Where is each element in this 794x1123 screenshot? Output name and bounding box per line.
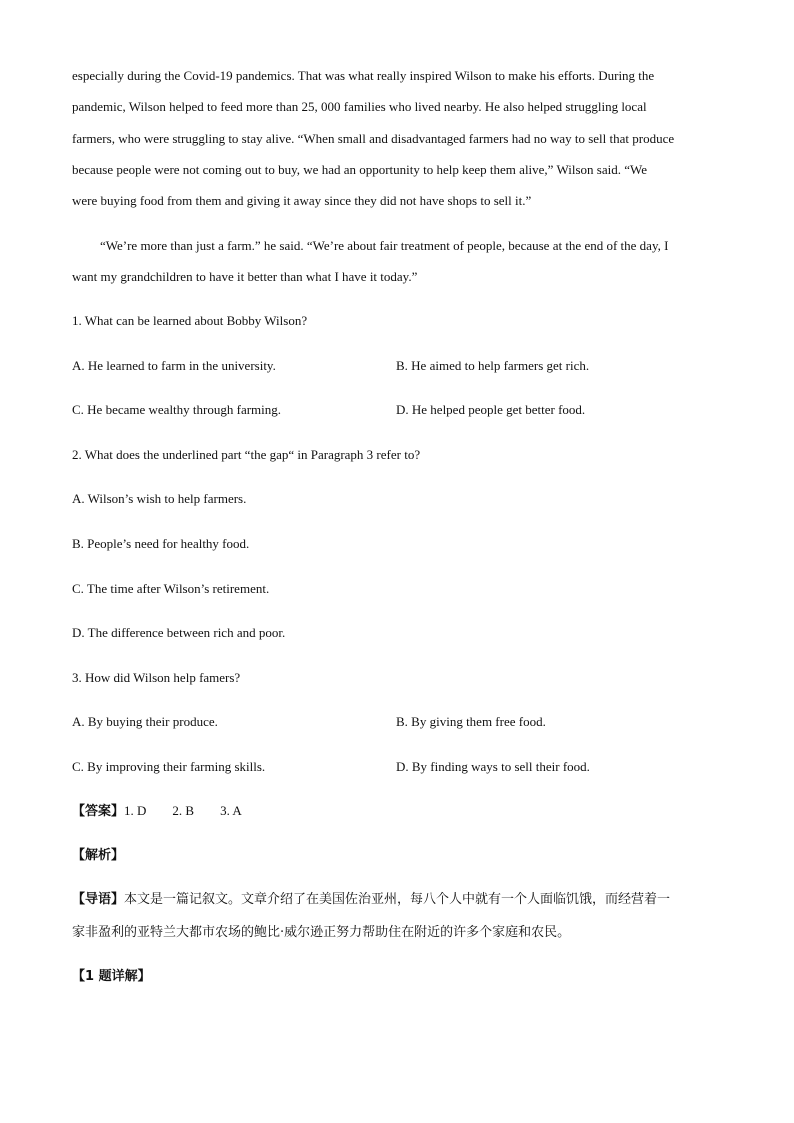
option-d: D. He helped people get better food. [396, 402, 586, 417]
answer-line [72, 803, 242, 820]
option-c: C. The time after Wilson’s retirement. [72, 581, 270, 596]
guide-line [72, 892, 670, 908]
option-a: A. Wilson’s wish to help farmers. [72, 491, 247, 506]
answer-item: 3. A [220, 803, 242, 818]
guide-text: 本文是一篇记叙文。文章介绍了在美国佐治亚州，每八个人中就有一个人面临饥饿，而经营着一 [124, 892, 671, 907]
passage-line: pandemic, Wilson helped to feed more than 25, 000 families who lived nearby. He also helped struggling local [72, 99, 647, 114]
option-c: C. He became wealthy through farming. [72, 402, 282, 417]
answer-item: 2. B [172, 803, 195, 818]
detail-label: 【1 题详解】 [72, 969, 151, 984]
question-stem: 3. How did Wilson help famers? [72, 670, 241, 685]
guide-line: 家非盈利的亚特兰大都市农场的鲍比·威尔逊正努力帮助住在附近的许多个家庭和农民。 [72, 925, 571, 940]
answer-label: 【答案】 [72, 804, 125, 819]
option-c: C. By improving their farming skills. [72, 759, 266, 774]
option-d: D. The difference between rich and poor. [72, 625, 286, 640]
passage-line: especially during the Covid-19 pandemics. That was what really inspired Wilson to make his efforts. During the [72, 68, 655, 83]
guide-label: 【导语】 [72, 892, 125, 907]
option-a: A. By buying their produce. [72, 714, 218, 729]
passage-line: because people were not coming out to buy, we had an opportunity to help keep them alive,” Wilson said. “We [72, 162, 647, 177]
passage-line: farmers, who were struggling to stay alive. “When small and disadvantaged farmers had no way to sell that produce [72, 131, 675, 146]
passage-line: were buying food from them and giving it away since they did not have shops to sell it.” [72, 193, 532, 208]
question-stem: 1. What can be learned about Bobby Wilson? [72, 313, 308, 328]
option-b: B. People’s need for healthy food. [72, 536, 250, 551]
passage-line: want my grandchildren to have it better than what I have it today.” [72, 269, 418, 284]
option-d: D. By finding ways to sell their food. [396, 759, 590, 774]
question-stem: 2. What does the underlined part “the gap“ in Paragraph 3 refer to? [72, 447, 421, 462]
passage-line: “We’re more than just a farm.” he said. “We’re about fair treatment of people, because at the end of the day, I [100, 238, 669, 253]
option-b: B. He aimed to help farmers get rich. [396, 358, 590, 373]
analysis-label: 【解析】 [72, 848, 125, 863]
option-a: A. He learned to farm in the university. [72, 358, 276, 373]
option-b: B. By giving them free food. [396, 714, 546, 729]
answer-item: 1. D [124, 803, 147, 818]
